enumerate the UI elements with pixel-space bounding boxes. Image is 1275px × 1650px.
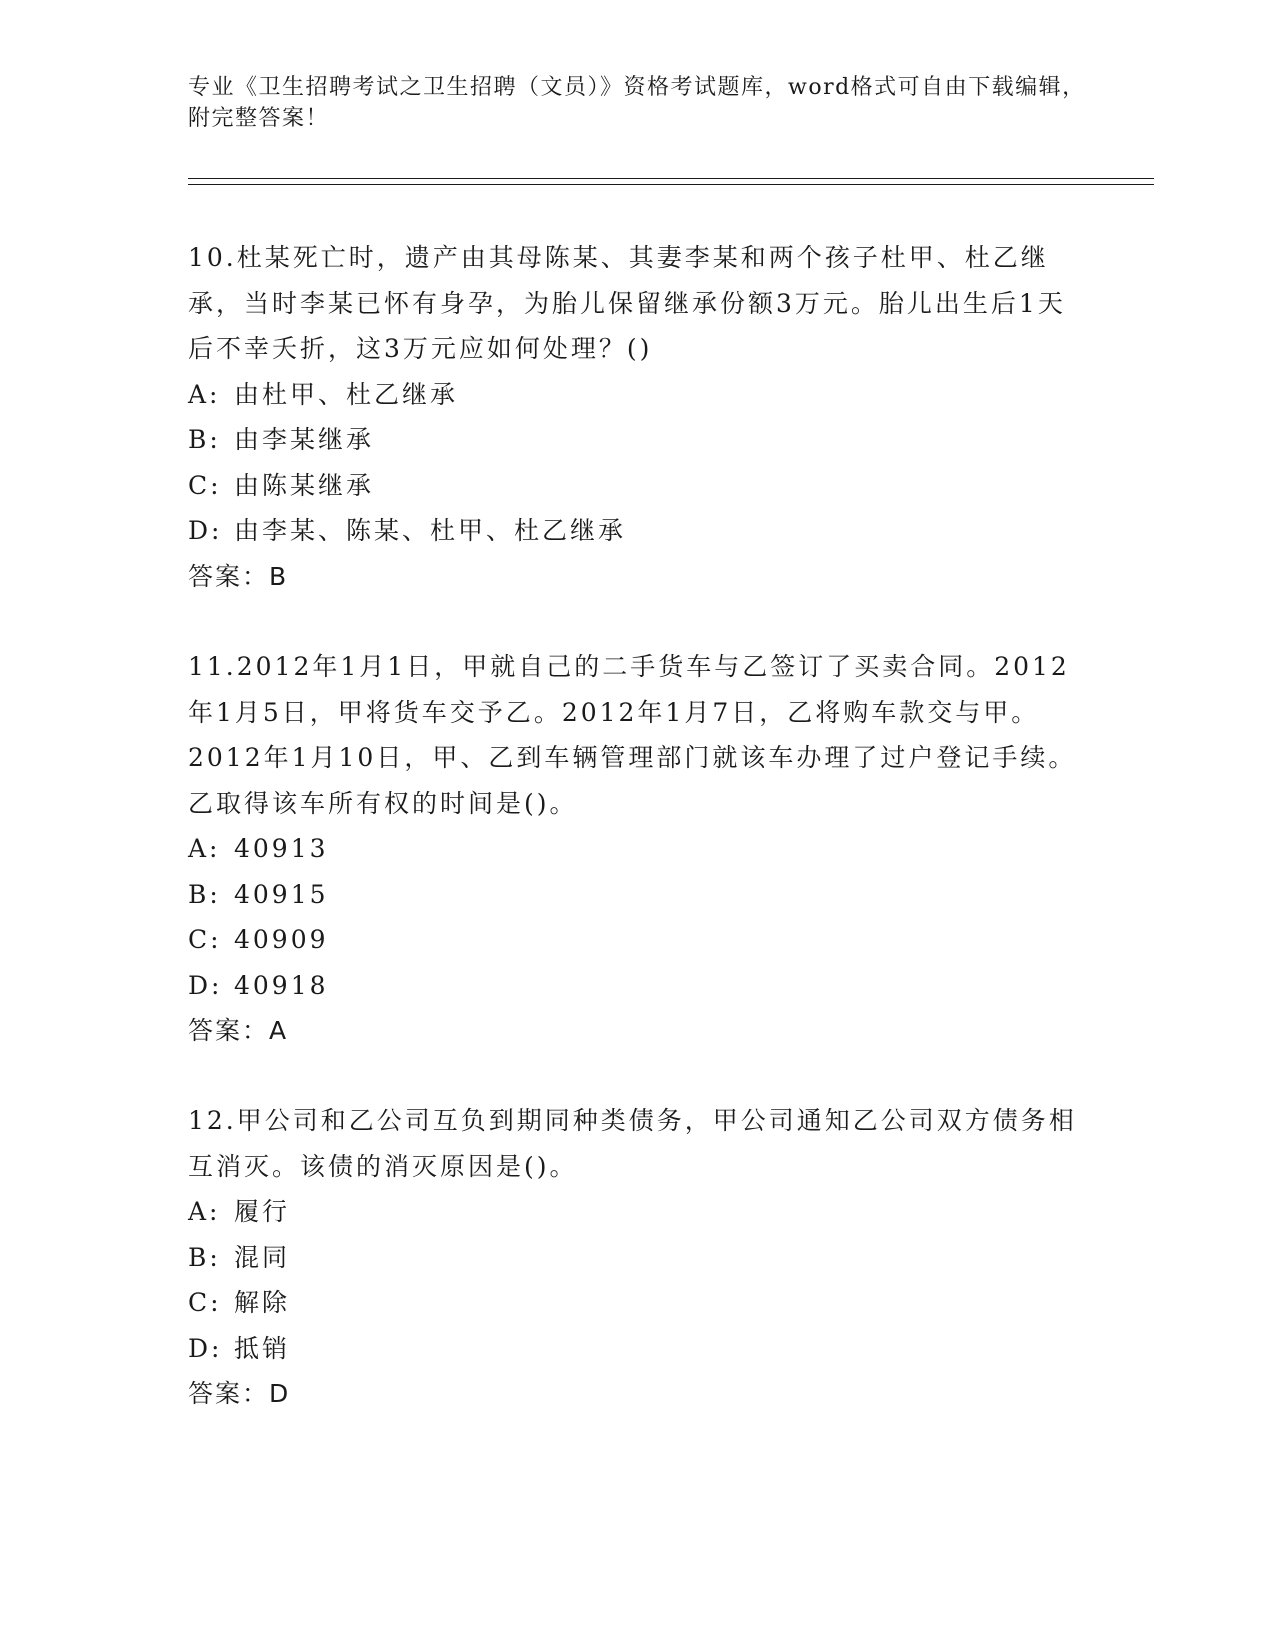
option-d — [188, 508, 1088, 554]
option-a — [188, 826, 1088, 872]
option-key: D: — [188, 1333, 223, 1363]
answer-line: 答案：B — [188, 561, 289, 591]
option-key: A: — [188, 1197, 221, 1226]
question-text: 12.甲公司和乙公司互负到期同种类债务，甲公司通知乙公司双方债务相互消灭。该债的消灭原因是()。 — [188, 1106, 1077, 1181]
option-text: 由李某、陈某、杜甲、杜乙继承 — [234, 516, 627, 545]
option-b — [188, 1235, 1088, 1281]
option-text: 履行 — [234, 1197, 291, 1226]
option-c — [188, 1280, 1088, 1326]
option-d — [188, 963, 1088, 1009]
option-text: 解除 — [234, 1288, 291, 1317]
option-a — [188, 372, 1088, 418]
option-key: D: — [188, 516, 223, 545]
question-11 — [188, 644, 1088, 1054]
header-divider-top — [188, 178, 1154, 179]
option-key: A: — [188, 379, 221, 409]
option-c — [188, 917, 1088, 963]
option-key: C: — [188, 1288, 222, 1317]
option-text: 抵销 — [234, 1333, 291, 1363]
option-key: B: — [188, 879, 221, 909]
option-text: 40915 — [234, 879, 329, 909]
option-text: 由杜甲、杜乙继承 — [234, 379, 459, 409]
question-text: 10.杜某死亡时，遗产由其母陈某、其妻李某和两个孩子杜甲、杜乙继承，当时李某已怀有身孕，为胎儿保留继承份额3万元。胎儿出生后1天后不幸夭折，这3万元应如何处理？() — [188, 243, 1066, 363]
document-header: 专业《卫生招聘考试之卫生招聘（文员）》资格考试题库，word格式可自由下载编辑，附完整答案！ — [188, 75, 1086, 131]
question-12 — [188, 1098, 1088, 1417]
option-b — [188, 872, 1088, 918]
option-key: D: — [188, 970, 223, 1000]
header-divider-bottom — [188, 184, 1154, 185]
option-text: 由陈某继承 — [234, 470, 375, 500]
option-text: 40913 — [234, 834, 329, 863]
option-text: 混同 — [234, 1242, 291, 1272]
option-d — [188, 1326, 1088, 1372]
option-a — [188, 1189, 1088, 1235]
option-key: C: — [188, 925, 222, 954]
question-10 — [188, 235, 1088, 599]
option-key: B: — [188, 425, 221, 454]
option-key: A: — [188, 834, 221, 863]
answer-line: 答案：A — [188, 1016, 289, 1045]
option-text: 由李某继承 — [234, 425, 375, 454]
option-key: C: — [188, 470, 222, 500]
option-text: 40918 — [234, 970, 329, 1000]
option-c — [188, 463, 1088, 509]
option-text: 40909 — [234, 925, 329, 954]
option-b — [188, 417, 1088, 463]
option-key: B: — [188, 1242, 221, 1272]
answer-line: 答案：D — [188, 1379, 291, 1408]
question-text: 11.2012年1月1日，甲就自己的二手货车与乙签订了买卖合同。2012年1月5日，甲将货车交予乙。2012年1月7日，乙将购车款交与甲。2012年1月10日，甲、乙到车辆管理部门就该车办理了过户登记手续。乙取得该车所有权的时间是()。 — [188, 652, 1077, 818]
